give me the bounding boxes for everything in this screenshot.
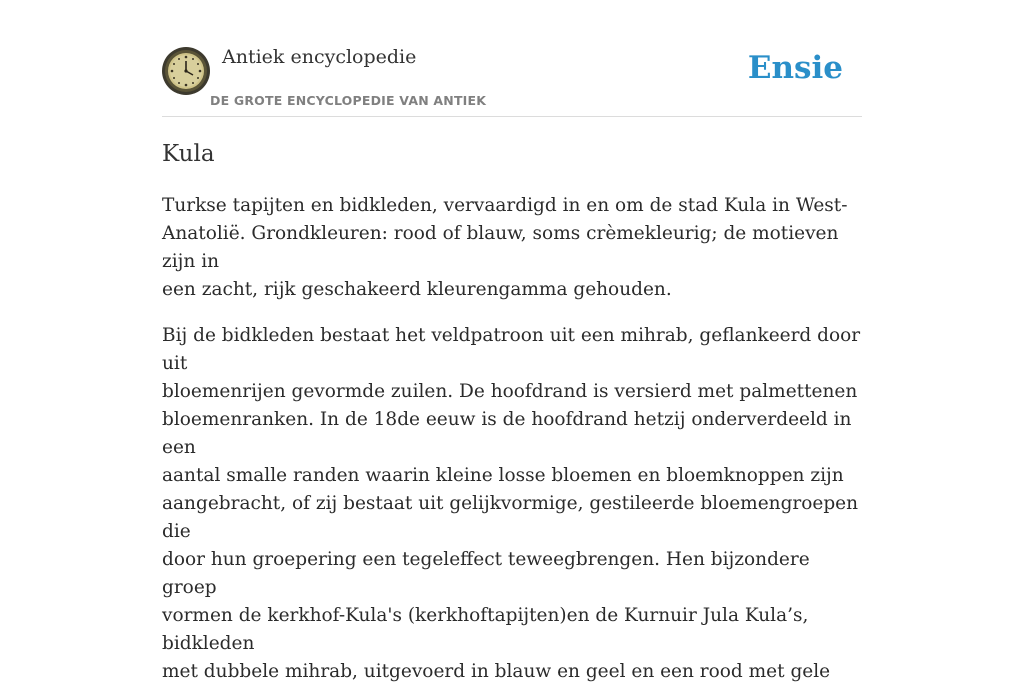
site-subtitle: DE GROTE ENCYCLOPEDIE VAN ANTIEK [210,93,487,108]
article [162,138,862,686]
article-paragraph: Turkse tapijten en bidkleden, vervaardigd in en om de stad Kula in West- Anatolië. Grondkleuren: rood of blauw, soms crèmekleurig; de motieven zijn in een zacht, rijk geschakeerd kleurengamma gehouden. [162,195,848,300]
site-title[interactable]: Antiek encyclopedie [222,46,417,68]
page-title: Kula [162,141,215,167]
ensie-brand-link[interactable]: Ensie [747,50,843,86]
site-header [162,0,862,117]
antique-clock-icon[interactable] [162,47,210,95]
article-paragraph: Bij de bidkleden bestaat het veldpatroon uit een mihrab, geflankeerd door uit bloemenrijen gevormde zuilen. De hoofdrand is versierd met palmettenen bloemenranken. In de 18de eeuw is de hoofdrand hetzij onderverdeeld in een aantal smalle randen waarin kleine losse bloemen en bloemknoppen zijn aangebracht, of zij bestaat uit gelijkvormige, gestileerde bloemengroepen die door hun groepering een tegeleffect teweegbrengen. Hen bijzondere groep vormen de kerkhof-Kula's (kerkhoftapijten)en de Kurnuir Jula Kula’s, bidkleden met dubbele mihrab, uitgevoerd in blauw en geel en een rood met gele [162,325,861,682]
